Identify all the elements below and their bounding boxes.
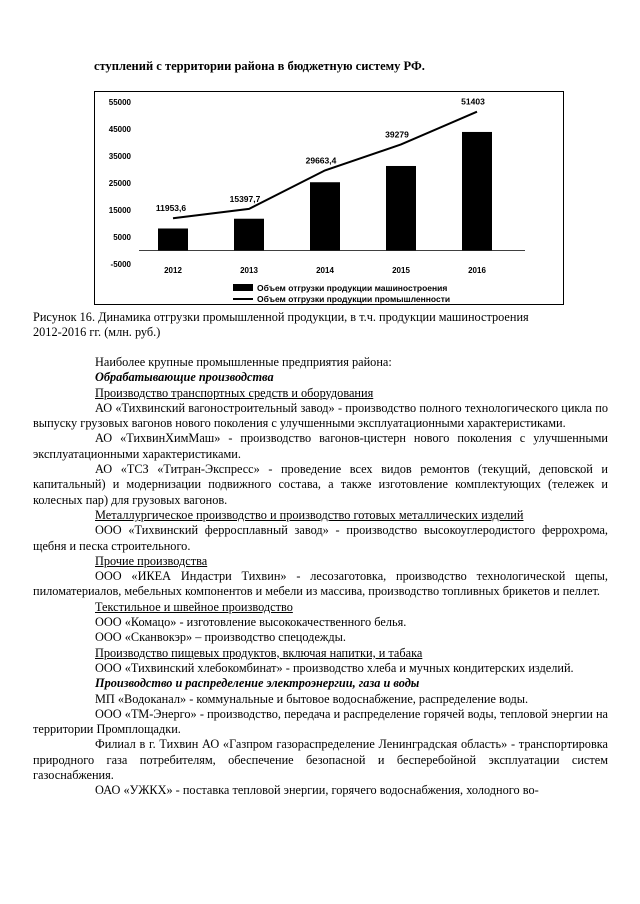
x-tick-label: 2013 [240, 266, 258, 275]
paragraph-vodokanal: МП «Водоканал» - коммунальные и бытовое водоснабжение, распределение воды. [95, 691, 529, 706]
y-tick-label: 55000 [108, 98, 131, 107]
figure-caption [33, 310, 608, 340]
caption-line1: Рисунок 16. Динамика отгрузки промышленной продукции, в т.ч. продукции машиностроения [33, 310, 529, 324]
line-data-label: 51403 [461, 96, 485, 107]
line-data-label: 11953,6 [155, 203, 187, 214]
y-tick-label: 15000 [108, 206, 131, 215]
line-data-label: 15397,7 [229, 193, 261, 204]
y-tick-label: 45000 [108, 125, 131, 134]
x-tick-label: 2016 [468, 266, 486, 275]
y-tick-label: -5000 [110, 260, 131, 269]
body-text [33, 355, 608, 799]
subheading-metal: Металлургическое производство и производство готовых металлических изделий [95, 507, 524, 522]
paragraph-tm-energo: ООО «ТМ-Энерго» - производство, передача и распределение горячей воды, тепловой энергии на территории Промплощадки. [33, 706, 608, 737]
x-tick-label: 2015 [392, 266, 410, 275]
paragraph-tvz: АО «Тихвинский вагоностроительный завод» - производство полного технологического цикла по выпуску грузовых вагонов нового поколения с улучшенными эксплуатационными характеристиками. [33, 400, 608, 431]
heading-energy: Производство и распределение электроэнергии, газа и воды [95, 676, 420, 691]
y-tick-label: 5000 [113, 233, 131, 242]
legend-swatch-bar [233, 284, 253, 291]
line-data-label: 39279 [385, 129, 409, 140]
paragraph-bread: ООО «Тихвинский хлебокомбинат» - производство хлеба и мучных кондитерских изделий. [95, 660, 574, 675]
legend-label-line: Объем отгрузки продукции промышленности [257, 294, 451, 304]
chart-frame [94, 91, 564, 305]
bar-2014 [310, 182, 340, 250]
subheading-transport: Производство транспортных средств и оборудования [95, 385, 374, 400]
bar-data-label: 25284 [313, 198, 337, 209]
y-tick-label: 25000 [108, 179, 131, 188]
subheading-food: Производство пищевых продуктов, включая напитки, и табака [95, 645, 423, 660]
intro-text: Наиболее крупные промышленные предприятия района: [95, 355, 392, 369]
y-tick-label: 35000 [108, 152, 131, 161]
legend-label-bar: Объем отгрузки продукции машиностроения [257, 283, 448, 293]
x-tick-label: 2012 [164, 266, 182, 275]
paragraph-ferro: ООО «Тихвинский ферросплавный завод» - производство высокоуглеродистого феррохрома, щебня и песка строительного. [33, 523, 608, 553]
line-data-label: 29663,4 [305, 155, 337, 166]
paragraph-komatso: ООО «Комацо» - изготовление высококачественного белья. [95, 615, 407, 630]
x-tick-label: 2014 [316, 266, 334, 275]
paragraph-khimmash: АО «ТихвинХимМаш» - производство вагонов-цистерн нового поколения с улучшенными эксплуатационными характеристиками. [33, 431, 608, 461]
bar-data-label: 43906 [465, 163, 489, 174]
bar-2016 [462, 132, 492, 251]
chart-svg [95, 92, 565, 306]
bar-data-label: 11769 [237, 224, 261, 235]
bar-data-label: 8152,2 [160, 230, 186, 241]
subheading-textile: Текстильное и швейное производство [95, 599, 293, 614]
subheading-other: Прочие производства [95, 553, 208, 568]
paragraph-tsz: АО «ТСЗ «Титран-Экспресс» - проведение всех видов ремонтов (текущий, деповской и капитальный) и модернизации подвижного состава, а также изготовление комплектующих (тележек и колесных пар) для грузовых вагонов. [33, 462, 608, 507]
caption-line2: 2012-2016 гг. (млн. руб.) [33, 325, 161, 339]
bar-2015 [386, 166, 416, 251]
heading-processing: Обрабатывающие производства [95, 370, 274, 385]
paragraph-skanvok: ООО «Сканвокэр» – производство спецодежды. [95, 630, 346, 645]
bar-data-label: 31303 [389, 187, 413, 198]
paragraph-ikea: ООО «ИКЕА Индастри Тихвин» - лесозаготовка, производство технологической щепы, пиломатериалов, мебельных компонентов и мебели из массива, производство топливных брикетов и пеллет. [33, 569, 608, 599]
top-text-line: ступлений с территории района в бюджетную систему РФ. [94, 59, 425, 73]
paragraph-ujkh: ОАО «УЖКХ» - поставка тепловой энергии, горячего водоснабжения, холодного во- [95, 783, 539, 798]
paragraph-gazprom: Филиал в г. Тихвин АО «Газпром газораспределение Ленинградская область» - транспортировка природного газа потребителям, обеспечение безопасной и бесперебойной эксплуатации систем газоснабжения. [33, 737, 608, 783]
